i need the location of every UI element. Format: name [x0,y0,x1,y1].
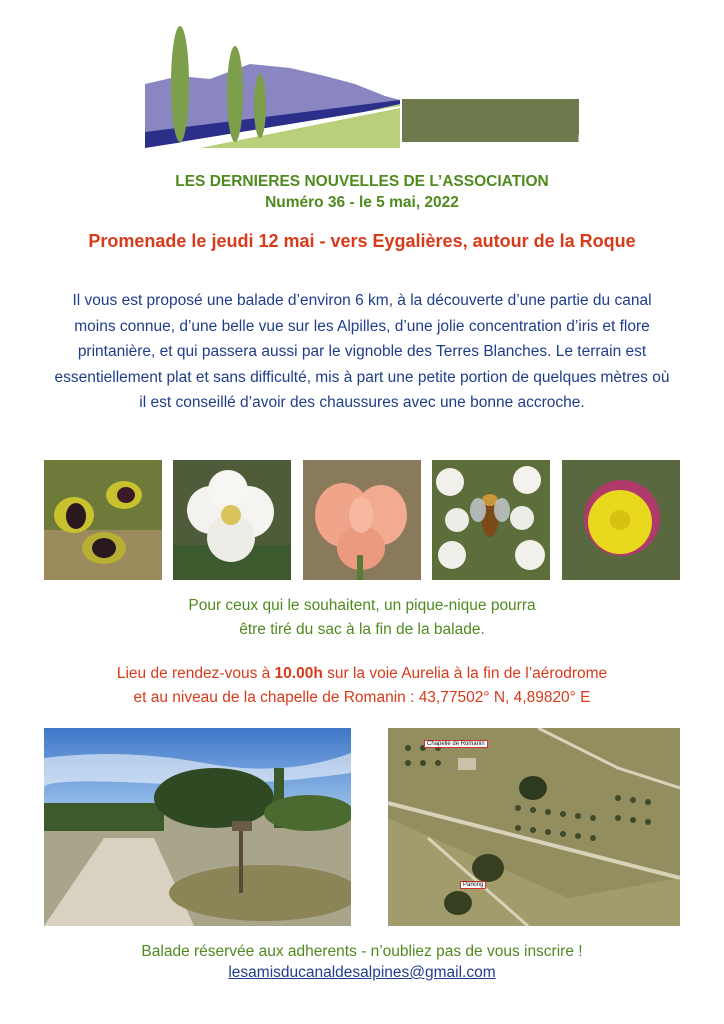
logo-text: LACA [576,128,695,160]
intro-paragraph: Il vous est proposé une balade d’environ 6 km, à la découverte d’une partie du canal moins connue, d’une belle vue sur les Alpilles, d’une jolie concentration d’iris et flore printanière, et qui passera aussi par le vignoble des Terres Blanches. Le terrain est essentiellement plat et sans difficulté, mis à part une petite portion de quelques mètres où il est conseillé d’avoir des chaussures avec une bonne accroche. [54,292,670,411]
iris-photo [303,460,421,580]
picnic-line-2: être tiré du sac à la fin de la balade. [239,621,485,638]
walk-title: Promenade le jeudi 12 mai - vers Eygalières, autour de la Roque [88,231,636,251]
yellow-flower-photo [562,460,680,580]
meeting-time: 10.00h [274,665,323,682]
orchid-photo [44,460,162,580]
laca-logo [140,24,695,160]
wild-rose-photo [173,460,291,580]
meeting-text-after: sur la voie Aurelia à la fin de l’aérodrome [322,665,608,682]
newsletter-heading: LES DERNIERES NOUVELLES DE L’ASSOCIATION [175,173,549,190]
flower-photo-strip [44,460,680,580]
meeting-point-line-1 [0,665,724,683]
email-line [0,964,724,982]
meeting-place-photo [44,728,351,926]
aerial-map [388,728,680,926]
picnic-line-1: Pour ceux qui le souhaitent, un pique-nique pourra [188,597,536,614]
map-label-chapel: Chapelle de Romanin [424,740,488,748]
logo-graphic [140,24,580,148]
contact-email-link[interactable]: lesamisducanaldesalpines@gmail.com [228,964,496,981]
map-label-parking: Parking [460,881,486,889]
issue-number: Numéro 36 - le 5 mai, 2022 [265,194,459,211]
meeting-text-before: Lieu de rendez-vous à [116,665,275,682]
meeting-point-line-2: et au niveau de la chapelle de Romanin : 43,77502° N, 4,89820° E [133,689,591,706]
bee-blossom-photo [432,460,550,580]
members-only-note: Balade réservée aux adherents - n’oubliez pas de vous inscrire ! [141,943,583,960]
